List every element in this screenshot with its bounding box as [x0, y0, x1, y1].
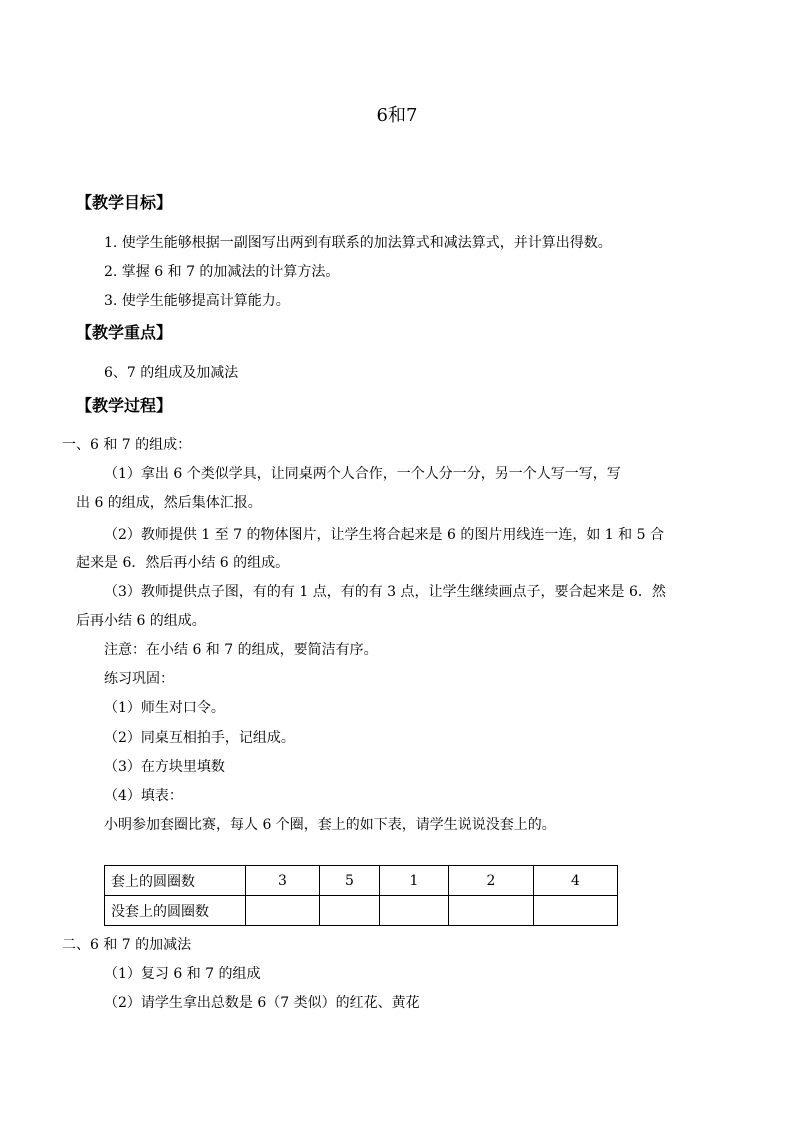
table-cell: 4 [534, 866, 618, 896]
step1-line2: 出 6 的组成，然后集体汇报。 [76, 495, 262, 511]
table-cell: 3 [246, 866, 320, 896]
page-title: 6和7 [376, 105, 418, 126]
table-cell-empty [320, 896, 380, 926]
step3-line1: （3）教师提供点子图，有的有 1 点，有的有 3 点，让学生继续画点子，要合起来是 6．然 [104, 584, 666, 600]
table-description: 小明参加套圈比赛，每人 6 个圈，套上的如下表，请学生说说没套上的。 [104, 817, 556, 833]
practice-label: 练习巩固： [104, 671, 174, 687]
practice-item-1: （1）师生对口令。 [104, 700, 225, 716]
part1-title: 一、6 和 7 的组成： [62, 437, 192, 453]
practice-item-3: （3）在方块里填数 [104, 759, 225, 775]
part2-line-2: （2）请学生拿出总数是 6（7 类似）的红花、黄花 [104, 995, 420, 1011]
ring-toss-table [104, 865, 618, 926]
part2-title: 二、6 和 7 的加减法 [62, 937, 192, 953]
process-heading: 【教学过程】 [76, 396, 173, 415]
goal-item-1: 1. 使学生能够根据一副图写出两到有联系的加法算式和减法算式，并计算出得数。 [104, 235, 612, 251]
table-cell-empty [449, 896, 534, 926]
practice-item-2: （2）同桌互相拍手，记组成。 [104, 730, 295, 746]
table-cell-empty [380, 896, 449, 926]
table-cell-empty [534, 896, 618, 926]
row-label-hit: 套上的圆圈数 [105, 866, 246, 896]
step2-line1: （2）教师提供 1 至 7 的物体图片，让学生将合起来是 6 的图片用线连一连，如 1 和 5 合 [104, 527, 664, 543]
part2-line-1: （1）复习 6 和 7 的组成 [104, 966, 261, 982]
table-cell: 1 [380, 866, 449, 896]
table-row [105, 866, 618, 896]
note-text: 注意：在小结 6 和 7 的组成，要简洁有序。 [104, 642, 378, 658]
table-row [105, 896, 618, 926]
goal-item-2: 2. 掌握 6 和 7 的加减法的计算方法。 [104, 264, 340, 280]
row-label-missed: 没套上的圆圈数 [105, 896, 246, 926]
step1-line1: （1）拿出 6 个类似学具，让同桌两个人合作，一个人分一分，另一个人写一写，写 [104, 466, 621, 482]
table-cell: 5 [320, 866, 380, 896]
key-heading: 【教学重点】 [76, 323, 173, 342]
goals-heading: 【教学目标】 [76, 193, 173, 212]
goal-item-3: 3. 使学生能够提高计算能力。 [104, 293, 290, 309]
key-text: 6、7 的组成及加减法 [104, 365, 239, 381]
step2-line2: 起来是 6．然后再小结 6 的组成。 [76, 555, 290, 571]
practice-item-4: （4）填表： [104, 788, 183, 804]
step3-line2: 后再小结 6 的组成。 [76, 613, 206, 629]
table-cell: 2 [449, 866, 534, 896]
table-cell-empty [246, 896, 320, 926]
